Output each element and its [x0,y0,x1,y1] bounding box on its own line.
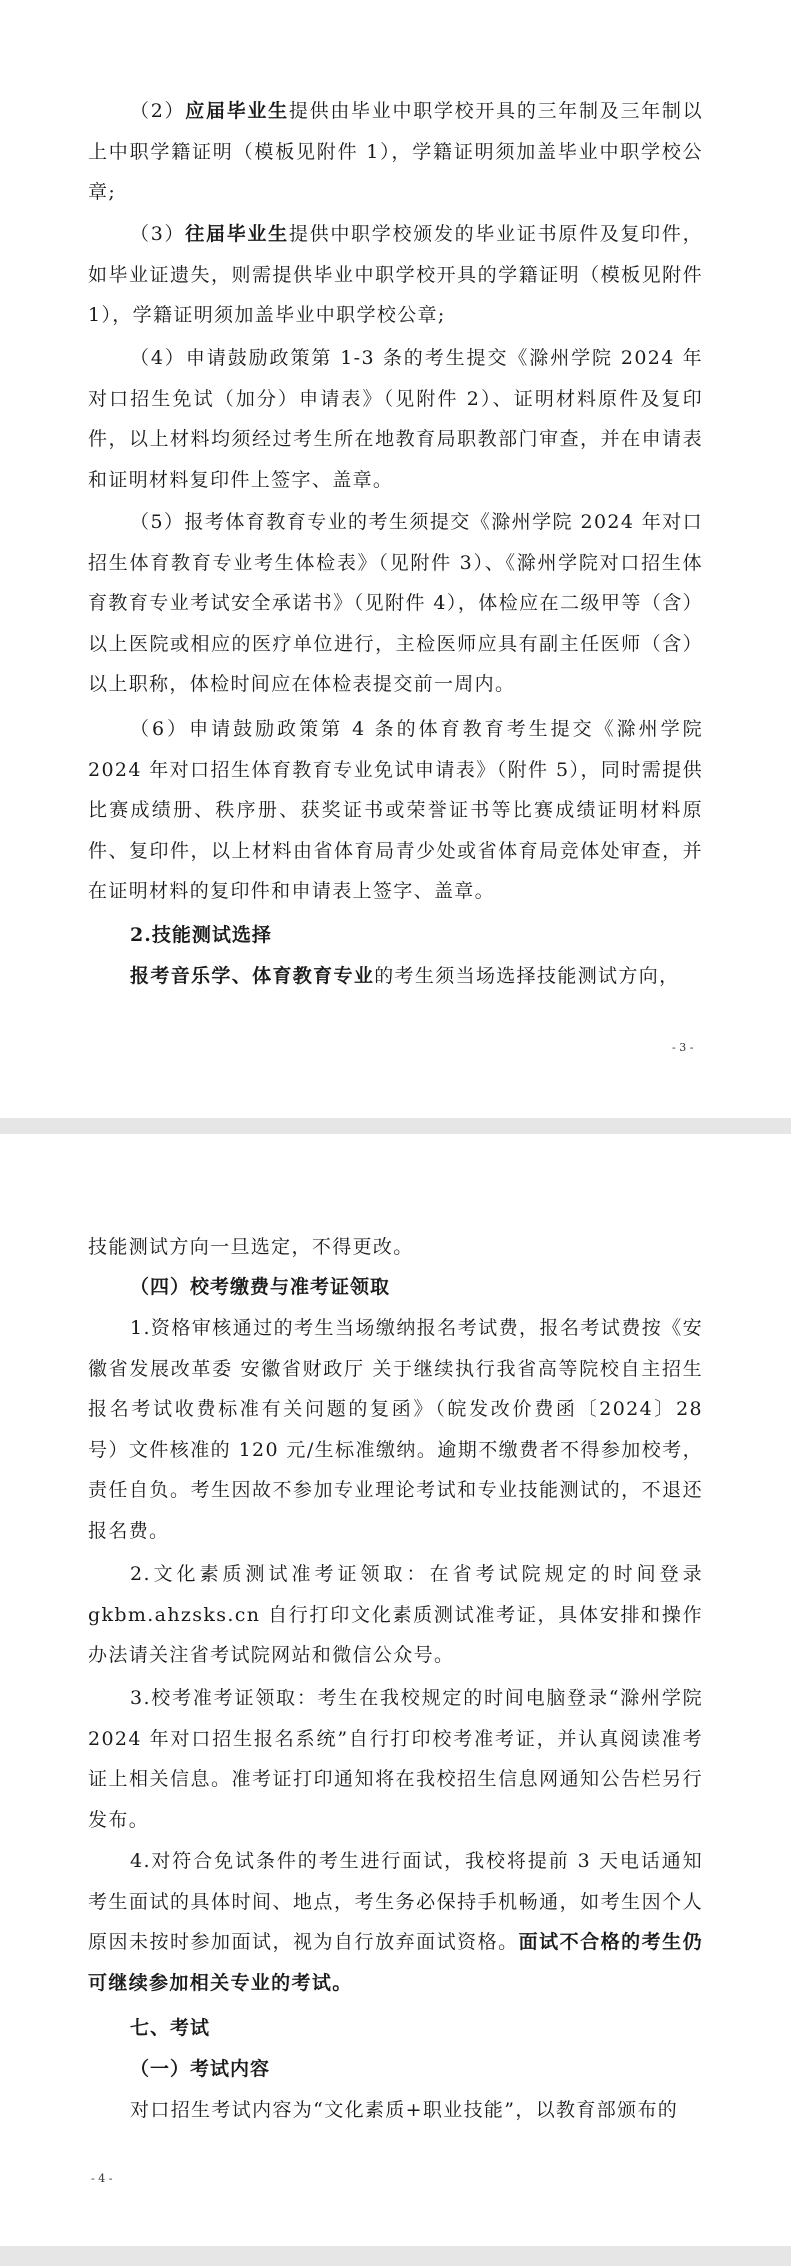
heading-skill-test-selection: 2.技能测试选择 [130,924,272,946]
paragraph-culture-test-ticket: 2.文化素质测试准考证领取：在省考试院规定的时间登录 gkbm.ahzsks.cn 自行打印文化素质测试准考证，具体安排和操作办法请关注省考试院网站和微信公众号。 [88,1563,703,1666]
document-page-3 [0,0,791,1118]
heading-exam-content: （一）考试内容 [130,2058,271,2080]
paragraph-past-graduates: （3）往届毕业生提供中职学校颁发的毕业证书原件及复印件，如毕业证遗失，则需提供毕业中职学校开具的学籍证明（模板见附件 1），学籍证明须加盖毕业中职学校公章; [88,223,703,326]
paragraph-registration-fee: 1.资格审核通过的考生当场缴纳报名考试费，报名考试费按《安徽省发展改革委 安徽省财政厅 关于继续执行我省高等院校自主招生报名考试收费标准有关问题的复函》（皖发改价费函〔2024〕28 号）文件核准的 120 元/生标准缴纳。逾期不缴费者不得参加校考，责任自负。考生因故不参加专业理论考试和专业技能测试的，不退还报名费。 [88,1317,703,1542]
paragraph-incentive-application: （4）申请鼓励政策第 1-3 条的考生提交《滁州学院 2024 年对口招生免试（加分）申请表》（见附件 2）、证明材料原件及复印件，以上材料均须经过考生所在地教育局职教部门审查，并在申请表和证明材料复印件上签字、盖章。 [88,347,703,491]
heading-exam: 七、考试 [130,2017,211,2039]
document-page-4 [0,1134,791,2246]
paragraph-pe-physical-exam: （5）报考体育教育专业的考生须提交《滁州学院 2024 年对口招生体育教育专业考生体检表》（见附件 3）、《滁州学院对口招生体育教育专业考试安全承诺书》（见附件 4），体检应在二级甲等（含）以上医院或相应的医疗单位进行，主检医师应具有副主任医师（含）以上职称，体检时间应在体检表提交前一周内。 [88,511,703,695]
paragraph-fresh-graduates: （2）应届毕业生提供由毕业中职学校开具的三年制及三年制以上中职学籍证明（模板见附件 1），学籍证明须加盖毕业中职学校公章; [88,100,703,203]
page-number: - 3 - [672,1041,694,1054]
page-separator [0,2246,791,2266]
paragraph-exam-content: 对口招生考试内容为“文化素质+职业技能”，以教育部颁布的 [130,2099,679,2121]
paragraph-school-exam-ticket: 3.校考准考证领取：考生在我校规定的时间电脑登录“滁州学院 2024 年对口招生报名系统”自行打印校考准考证，并认真阅读准考证上相关信息。准考证打印通知将在我校招生信息网通知公告栏另行发布。 [88,1687,703,1831]
page-number: - 4 - [91,2172,113,2185]
page-separator [0,1118,791,1134]
paragraph-interview: 4.对符合免试条件的考生进行面试，我校将提前 3 天电话通知考生面试的具体时间、地点，考生务必保持手机畅通，如考生因个人原因未按时参加面试，视为自行放弃面试资格。面试不合格的考生仍可继续参加相关专业的考试。 [88,1850,703,1994]
paragraph-skill-test-final: 技能测试方向一旦选定，不得更改。 [88,1236,414,1258]
paragraph-skill-test-choice: 报考音乐学、体育教育专业的考生须当场选择技能测试方向， [130,965,680,987]
paragraph-pe-exemption: （6）申请鼓励政策第 4 条的体育教育考生提交《滁州学院 2024 年对口招生体育教育专业免试申请表》（附件 5），同时需提供比赛成绩册、秩序册、获奖证书或荣誉证书等比赛成绩证明材料原件、复印件，以上材料由省体育局青少处或省体育局竞体处审查，并在证明材料的复印件和申请表上签字、盖章。 [88,718,703,902]
heading-fee-and-ticket: （四）校考缴费与准考证领取 [130,1276,391,1298]
